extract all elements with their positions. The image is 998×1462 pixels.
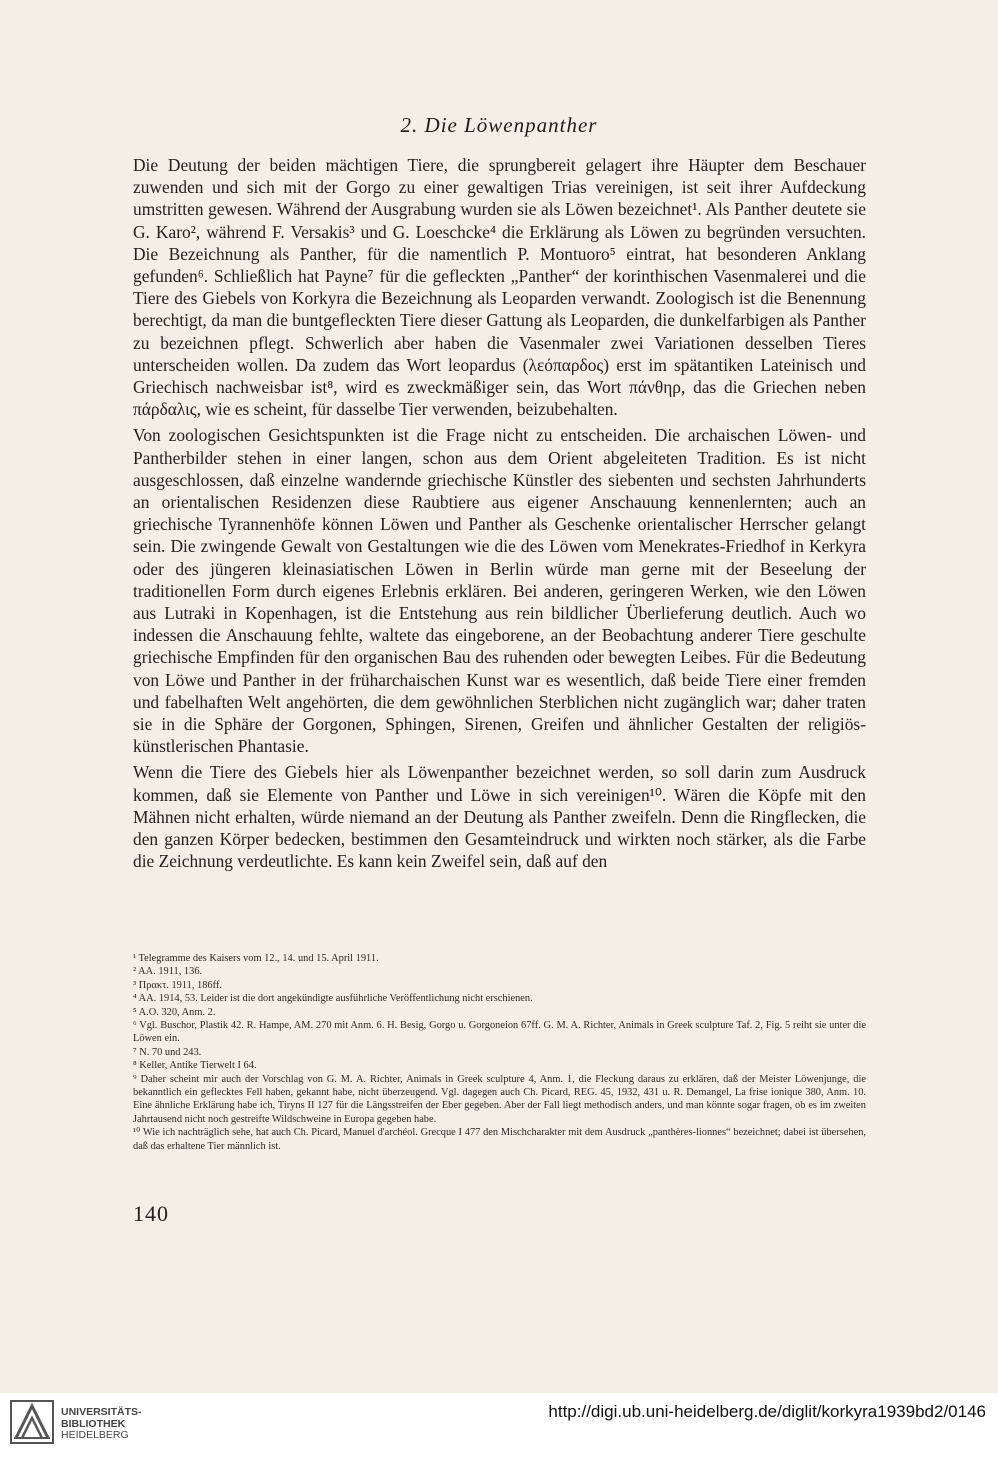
library-name-line-1: UNIVERSITÄTS- <box>61 1406 142 1418</box>
footnote-9: ⁹ Daher scheint mir auch der Vorschlag von G. M. A. Richter, Animals in Greek sculpture 4, Anm. 1, die Fleckung daraus zu erklären, daß der Meister Löwenjunge, die bekanntlich ein geflecktes Fell haben, gekannt habe, nicht überzeugend. Vgl. dagegen auch Ch. Picard, REG. 45, 1932, 431 u. R. Demangel, La frise ionique 380, Anm. 10. Eine ähnliche Erklärung habe ich, Tiryns II 127 für die Längsstreifen der Eber gegeben. Aber der Fall liegt methodisch anders, und man könnte sogar fragen, ob es im zweiten Jahrtausend nicht noch gestreifte Wildschweine in Europa gegeben habe. <box>133 1073 866 1125</box>
footnote-10: ¹⁰ Wie ich nachträglich sehe, hat auch Ch. Picard, Manuel d'archéol. Grecque I 477 den Mischcharakter mit dem Ausdruck „panthères-lionnes“ bezeichnet; dabei ist übersehen, daß das erhaltene Tier männlich ist. <box>133 1127 866 1152</box>
library-name[interactable] <box>61 1407 142 1442</box>
paragraph-2: Von zoologischen Gesichtspunkten ist die Frage nicht zu entscheiden. Die archaischen Löwen- und Pantherbilder stehen in einer langen, schon aus dem Orient abgeleiteten Tradition. Es ist nicht ausgeschlossen, daß einzelne wandernde griechische Künstler des siebenten und sechsten Jahrhunderts an orientalischen Residenzen diese Raubtiere aus eigener Anschauung kennenlernten; auch an griechische Tyrannenhöfe können Löwen und Panther als Geschenke orientalischer Herrscher gelangt sein. Die zwingende Gewalt von Gestaltungen wie die des Löwen vom Menekrates-Friedhof in Kerkyra oder des jüngeren kleinasiatischen Löwen in Berlin würde man gerne mit der Beseelung der traditionellen Form durch eigenes Erlebnis erklären. Bei anderen, geringeren Werken, wie den Löwen aus Lutraki in Kopenhagen, ist die Entstehung aus rein bildlicher Überlieferung deutlich. Auch wo indessen die Anschauung fehlte, waltete das eingeborene, an der Beobachtung anderer Tiere geschulte griechische Empfinden für den organischen Bau des ruhenden oder bewegten Leibes. Für die Bedeutung von Löwe und Panther in der früharchaischen Kunst war es wesentlich, daß beide Tiere einer fremden und fabelhaften Welt angehörten, die dem gewöhnlichen Sterblichen nicht zugänglich war; daher traten sie in die Sphäre der Gorgonen, Sphingen, Sirenen, Greifen und ähnlicher Gestalten der religiös-künstlerischen Phantasie. <box>133 425 866 757</box>
footnote-4: ⁴ AA. 1914, 53. Leider ist die dort angekündigte ausführliche Veröffentlichung nicht erschienen. <box>133 993 533 1005</box>
footnotes <box>133 952 866 1153</box>
permalink-url[interactable]: http://digi.ub.uni-heidelberg.de/diglit/korkyra1939bd2/0146 <box>548 1402 986 1421</box>
footnote-8: ⁸ Keller, Antike Tierwelt I 64. <box>133 1060 257 1072</box>
footnote-6: ⁶ Vgl. Buschor, Plastik 42. R. Hampe, AM. 270 mit Anm. 6. H. Besig, Gorgo u. Gorgoneion 67ff. G. M. A. Richter, Animals in Greek sculpture Taf. 2, Fig. 5 reiht sie unter die Löwen ein. <box>133 1020 866 1045</box>
library-logo-icon[interactable] <box>10 1400 54 1444</box>
library-name-line-3: HEIDELBERG <box>61 1429 129 1442</box>
footnote-5: ⁵ A.O. 320, Anm. 2. <box>133 1006 216 1018</box>
footnote-2: ² AA. 1911, 136. <box>133 966 203 978</box>
paragraph-3: Wenn die Tiere des Giebels hier als Löwenpanther bezeichnet werden, so soll darin zum Ausdruck kommen, daß sie Elemente von Panther und Löwe in sich vereinigen¹⁰. Wären die Köpfe mit den Mähnen nicht erhalten, würde niemand an der Deutung als Panther zweifeln. Denn die Ringflecken, die den ganzen Körper bedecken, bestimmen den Gesamteindruck und wirkten noch stärker, als die Farbe die Zeichnung verdeutlichte. Es kann kein Zweifel sein, daß auf den <box>133 762 866 872</box>
footnote-1: ¹ Telegramme des Kaisers vom 12., 14. und 15. April 1911. <box>133 953 379 964</box>
footnote-7: ⁷ N. 70 und 243. <box>133 1046 202 1058</box>
paragraph-1: Die Deutung der beiden mächtigen Tiere, die sprungbereit gelagert ihre Häupter dem Beschauer zuwenden und sich mit der Gorgo zu einer gewaltigen Trias vereinigen, ist seit ihrer Aufdeckung umstritten gewesen. Während der Ausgrabung wurden sie als Löwen bezeichnet¹. Als Panther deutete sie G. Karo², während F. Versakis³ und G. Loeschcke⁴ die Erklärung als Löwen zu begründen versuchten. Die Bezeichnung als Panther, für die namentlich P. Montuoro⁵ eintrat, hat besonderen Anklang gefunden⁶. Schließlich hat Payne⁷ für die gefleckten „Panther“ der korinthischen Vasenmalerei und die Tiere des Giebels von Korkyra die Bezeichnung als Leoparden verwandt. Zoologisch ist die Benennung berechtigt, da man die buntgefleckten Tiere dieser Gattung als Leoparden, die dunkelfarbigen als Panther zu bezeichnen pflegt. Schwerlich aber haben die Vasenmaler zwei Variationen desselben Tieres unterscheiden wollen. Da zudem das Wort leopardus (λεόπαρδος) erst im spätantiken Lateinisch und Griechisch nachweisbar ist⁸, wird es zweckmäßiger sein, das Wort πάνθηρ, das die Griechen neben πάρδαλις, wie es scheint, für dasselbe Tier verwenden, beizubehalten. <box>133 155 866 420</box>
library-name-line-2: BIBLIOTHEK <box>61 1417 126 1430</box>
page-title: 2. Die Löwenpanther <box>400 113 598 137</box>
body-text <box>133 154 866 877</box>
footnote-3: ³ Πρακτ. 1911, 186ff. <box>133 979 222 991</box>
page-number: 140 <box>133 1201 169 1226</box>
